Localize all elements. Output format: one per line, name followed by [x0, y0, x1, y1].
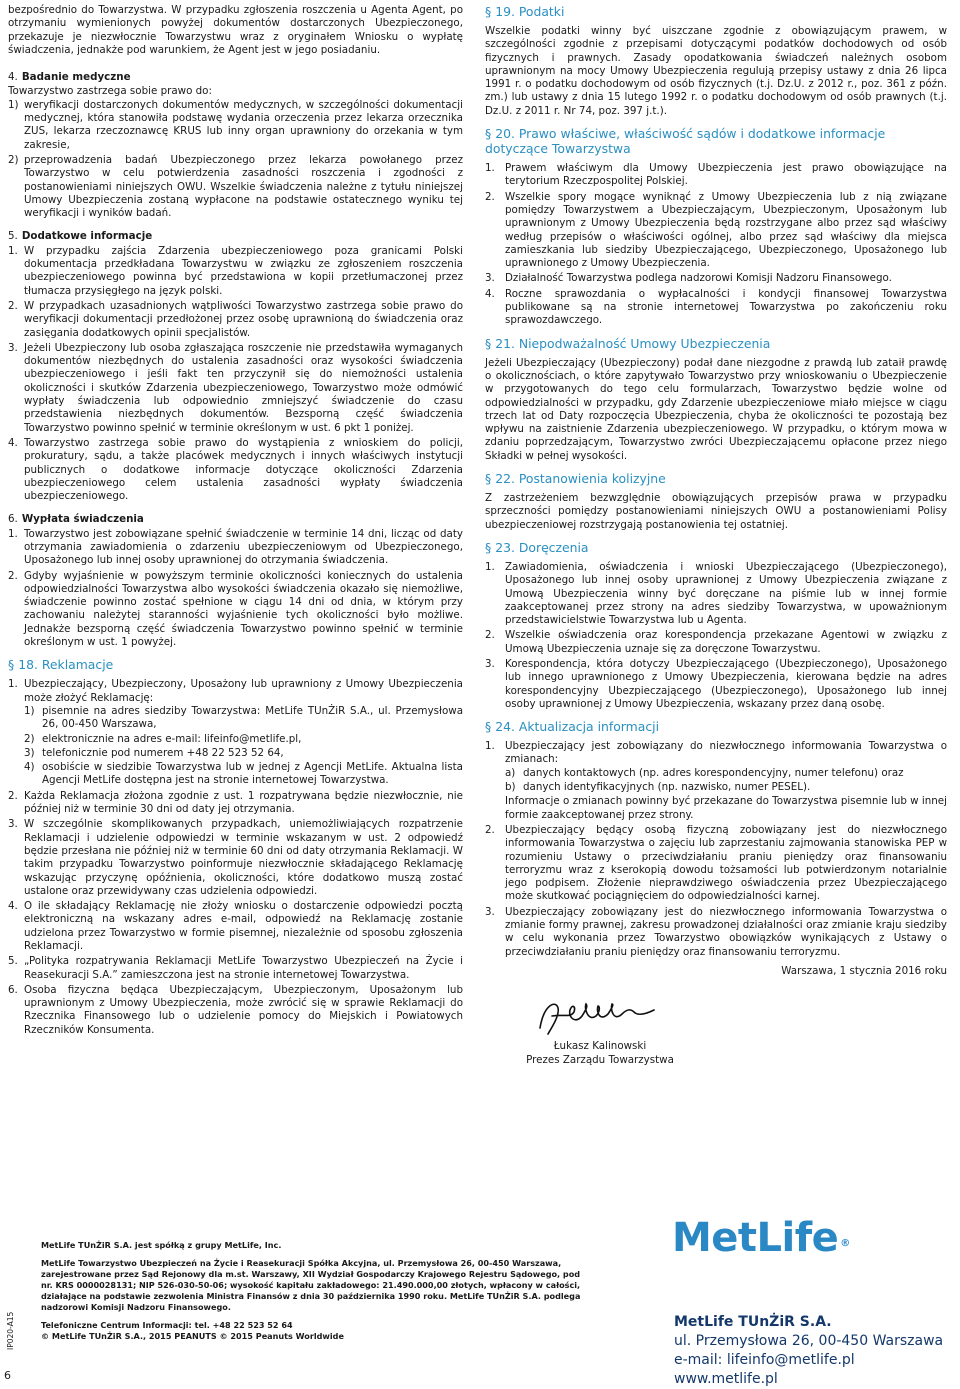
- item-text: W szczególnie skomplikowanych przypadkach, uniemożliwiających rozpatrzenie Reklamacji i udzielenie odpowiedzi w terminie wskazanym w ust. 2 odpowiedź będzie przesłana nie później niż w terminie 60 dni od daty otrzymania Reklamacji. W takim przypadku Towarzystwo poinformuje niezwłocznie składającego Reklamację wskazując przyczynę opóźnienia, okoliczności, które dodatkowo muszą zostać ustalone oraz przewidywany czas udzielenia odpowiedzi.: [24, 818, 463, 897]
- list-item: [8, 528, 463, 568]
- list-item: [485, 740, 947, 822]
- footer: [0, 1185, 960, 1387]
- logo-wordmark: [672, 1215, 850, 1261]
- section-4-title: [8, 71, 463, 84]
- item-text: Ubezpieczający jest zobowiązany do niezwłocznego informowania Towarzystwa o zmianach:: [505, 740, 947, 766]
- item-tail-text: Informacje o zmianach powinny być przekazane do Towarzystwa pisemnie lub w innej formie zaakceptowanej przez strony.: [505, 795, 947, 821]
- signature-block: [490, 994, 710, 1067]
- section-18-title: 18. Reklamacje: [18, 657, 114, 673]
- sub-item: [24, 705, 463, 732]
- section-23-title: 23. Doręczenia: [495, 539, 589, 555]
- list-item: [8, 900, 463, 953]
- section-18-heading: [8, 657, 463, 672]
- sub-item: [505, 781, 947, 794]
- section-5-number: 5.: [8, 230, 18, 243]
- list-item: [485, 629, 947, 656]
- signatory-name: Łukasz Kalinowski: [553, 1040, 647, 1053]
- item-text: Towarzystwo jest zobowiązane spełnić świadczenie w terminie 14 dni, licząc od daty otrzymania zawiadomienia o zdarzeniu ubezpieczeniowym od Ubezpieczonego, Uposażonego lub innej osoby uprawnionej do otrzymania świadczenia.: [24, 527, 463, 567]
- item-marker: 3.: [8, 341, 18, 354]
- section-18: [8, 678, 463, 1037]
- item-marker: 2.: [8, 789, 18, 802]
- item-text: Ubezpieczający, Ubezpieczony, Uposażony lub uprawniony z Umowy Ubezpieczenia może złożyć Reklamację:: [24, 678, 463, 704]
- item-marker: 1.: [8, 678, 18, 691]
- list-item: [8, 818, 463, 898]
- item-marker: 1): [8, 98, 19, 111]
- section-21-heading: [485, 336, 947, 351]
- sub-item: [24, 733, 463, 746]
- item-marker: 3.: [485, 657, 495, 670]
- list-item: [8, 790, 463, 817]
- item-text: Zawiadomienia, oświadczenia i wnioski Ubezpieczającego (Ubezpieczonego), Uposażonego lub innej osoby uprawnionej z Umowy Ubezpieczenia związane z Umową Ubezpieczenia winny być doręczane na piśmie lub w innej formie zaakceptowanej przez strony na adres siedziby Towarzystwa, w upoważnionym przedstawicielstwie Towarzystwa lub u Agenta.: [505, 560, 947, 627]
- list-item: [485, 191, 947, 271]
- section-4: [8, 71, 463, 220]
- section-19-text: Wszelkie podatki winny być uiszczane zgodnie z obowiązującym prawem, w szczególności zgodnie z przepisami dotyczącymi podatków dochodowych od osób fizycznych i prawnych. Zasady opodatkowania świadczeń należnych osobom uprawnionym na mocy Umowy Ubezpieczenia regulują przepisy ustawy z dnia 26 lipca 1991 r. o podatku dochodowym od osób fizycznych (t.j. Dz.U. z 2012 r., poz. 361 z późn. zm.) lub ustawy z dnia 15 lutego 1992 r. o podatku dochodowym od osób prawnych (t.j. Dz.U. z 2011 r. Nr 74, poz. 397 j.t.).: [485, 25, 947, 117]
- item-text: Osoba fizyczna będąca Ubezpieczającym, Ubezpieczonym, Uposażonym lub uprawnionym z Umowy Ubezpieczenia, może zwrócić się w sprawie Reklamacji do Rzecznika Finansowego lub o udzielenie pomocy do Miejskich i Powiatowych Rzeczników Konsumenta.: [24, 983, 463, 1036]
- item-marker: 3.: [485, 905, 495, 918]
- item-text: W przypadku zajścia Zdarzenia ubezpieczeniowego poza granicami Polski dokumentacja przedkładana Towarzystwu w związku ze zgłoszeniem roszczenia ubezpieczeniowego powinna być przedstawiona w kopii przetłumaczonej przez tłumacza przysięgłego na język polski.: [24, 244, 463, 297]
- section-24-title: 24. Aktualizacja informacji: [495, 719, 660, 735]
- sub-text: danych identyfikacyjnych (np. nazwisko, numer PESEL).: [523, 781, 811, 794]
- item-text: Wszelkie spory mogące wyniknąć z Umowy Ubezpieczenia lub z nią związane pomiędzy Towarzystwem a Ubezpieczającym, Ubezpieczonym, Uposażonym lub uprawnionym z Umowy Ubezpieczenia będą rozstrzygane albo przez sąd właściwy według przepisów o właściwości ogólnej, albo przez sąd właściwy dla miejsca zamieszkania lub siedziby Ubezpieczającego, Ubezpieczonego, Uposażonego lub uprawnionego z Umowy Ubezpieczenia.: [505, 190, 947, 270]
- paragraph-sign: §: [485, 126, 492, 142]
- item-text: Każda Reklamacja złożona zgodnie z ust. 1 rozpatrywana będzie niezwłocznie, nie później niż w terminie 30 dni od daty jej otrzymania.: [24, 789, 463, 816]
- list-item: [485, 162, 947, 189]
- section-19-title: 19. Podatki: [495, 4, 565, 19]
- item-marker: 4.: [485, 287, 495, 300]
- item-text: „Polityka rozpatrywania Reklamacji MetLife Towarzystwo Ubezpieczeń na Życie i Reasekuracji S.A.” zamieszczona jest na stronie internetowej Towarzystwa.: [24, 955, 463, 981]
- section-21-title: 21. Niepodważalność Umowy Ubezpieczenia: [495, 335, 771, 351]
- handwritten-signature: [530, 994, 670, 1038]
- sub-item: [24, 747, 463, 760]
- section-20-heading: [485, 126, 947, 156]
- list-item: [8, 570, 463, 650]
- item-marker: 2.: [485, 823, 495, 836]
- section-22-text: Z zastrzeżeniem bezwzględnie obowiązujących przepisów prawa w przypadku sprzeczności pomiędzy postanowieniami niniejszych OWU a postanowieniami Polisy ubezpieczeniowej rozstrzygają postanowienia tej ostatniej.: [485, 492, 947, 531]
- metlife-logo: [672, 1215, 850, 1261]
- sub-marker: b): [505, 781, 516, 794]
- item-text: Roczne sprawozdania o wypłacalności i kondycji finansowej Towarzystwa publikowane są na stronie internetowej Towarzystwa po zakończeniu roku sprawozdawczego.: [505, 287, 947, 327]
- list-item: [8, 154, 463, 220]
- section-22-title: 22. Postanowienia kolizyjne: [495, 471, 666, 487]
- section-24-heading: [485, 719, 947, 734]
- paragraph-sign: §: [485, 4, 492, 19]
- document-date: Warszawa, 1 stycznia 2016 roku: [781, 964, 947, 977]
- item-marker: 1.: [8, 244, 18, 257]
- sub-text: elektronicznie na adres e-mail: lifeinfo@metlife.pl,: [42, 732, 302, 745]
- section-23: [485, 561, 947, 711]
- section-5: [8, 230, 463, 503]
- item-text: Towarzystwo zastrzega sobie prawo do wystąpienia z wnioskiem do policji, prokuratury, sądu, a także placówek medycznych i innych właściwych instytucji publicznych o dodatkowe informacje dotyczące okoliczności Zdarzenia ubezpieczeniowego celem ustalenia zasadności wypłaty świadczenia ubezpieczeniowego.: [24, 436, 463, 503]
- list-item: [485, 658, 947, 711]
- item-text: Prawem właściwym dla Umowy Ubezpieczenia jest prawo obowiązujące na terytorium Rzeczpospolitej Polskiej.: [505, 162, 947, 188]
- registered-mark: ®: [840, 1238, 850, 1249]
- paragraph-sign: §: [485, 539, 492, 555]
- section-6-title: [8, 513, 463, 526]
- item-marker: 1.: [485, 740, 495, 753]
- group-notice: MetLife TUnŻiR S.A. jest spółką z grupy MetLife, Inc.: [41, 1240, 282, 1250]
- page-number: 6: [4, 1369, 11, 1382]
- contact-phone: Telefoniczne Centrum Informacji: tel. +48 22 523 52 64: [41, 1320, 293, 1330]
- paragraph-sign: §: [8, 657, 15, 673]
- item-marker: 3.: [485, 272, 495, 285]
- section-6: [8, 513, 463, 649]
- sub-marker: 1): [24, 704, 35, 717]
- item-text: Działalność Towarzystwa podlega nadzorowi Komisji Nadzoru Finansowego.: [505, 272, 892, 285]
- paragraph-sign: §: [485, 719, 492, 735]
- legal-notice: MetLife Towarzystwo Ubezpieczeń na Życie i Reasekuracji Spółka Akcyjna, ul. Przemysłowa 26, 00-450 Warszawa, zarejestrowane przez Sąd Rejonowy dla m.st. Warszawy, XII Wydział Gospodarczy Krajowego Rejestru Sądowego, pod nr. KRS 0000028131; NIP 526-030-50-06; wysokość kapitału zakładowego: 21.490.000,00 złotych, wpłacony w całości, działające na podstawie zezwolenia Ministra Finansów z dnia 30 października 1990 roku. MetLife TUnŻiR S.A. podlega nadzorowi Komisji Nadzoru Finansowego.: [41, 1258, 581, 1312]
- item-marker: 2): [8, 153, 19, 166]
- sub-item: [24, 761, 463, 788]
- item-marker: 1.: [485, 560, 495, 573]
- company-website[interactable]: www.metlife.pl: [674, 1371, 778, 1387]
- item-text: weryfikacji dostarczonych dokumentów medycznych, w szczególności dokumentacji medycznej, która stanowiła podstawę wydania orzeczenia przez lekarza orzecznika ZUS, lekarza rzeczoznawcę KRUS lub inny organ uprawniony do orzekania w tym zakresie,: [24, 98, 463, 151]
- list-item: [485, 272, 947, 285]
- section-5-title-text: Dodatkowe informacje: [21, 230, 153, 243]
- document-code: IP020-A15: [6, 1311, 15, 1350]
- list-item: [485, 906, 947, 959]
- section-22-heading: [485, 471, 947, 486]
- item-text: O ile składający Reklamację nie złoży wniosku o dostarczenie odpowiedzi pocztą elektroniczną na wskazany adres e-mail, odpowiedź na Reklamację zostanie udzielona przez Towarzystwo w formie pisemnej, niezależnie od sposobu zgłoszenia Reklamacji.: [24, 900, 463, 952]
- item-marker: 2.: [8, 299, 18, 312]
- item-marker: 1.: [485, 162, 495, 175]
- item-marker: 6.: [8, 983, 18, 996]
- list-item: [8, 342, 463, 435]
- item-marker: 1.: [8, 527, 18, 540]
- sub-text: telefonicznie pod numerem +48 22 523 52 64,: [42, 746, 284, 759]
- section-4-number: 4.: [8, 71, 18, 84]
- list-item: [8, 678, 463, 787]
- sub-marker: 2): [24, 732, 35, 745]
- item-marker: 4.: [8, 436, 18, 449]
- item-marker: 2.: [8, 569, 18, 582]
- intro-paragraph: bezpośrednio do Towarzystwa. W przypadku zgłoszenia roszczenia u Agenta Agent, po otrzymaniu wymienionych powyżej dokumentów dostarczonych Ubezpieczonego, przekazuje je niezwłocznie Towarzystwu wraz z oryginałem Wniosku o wypłatę świadczenia, jednakże pod warunkiem, że Agent jest w jego posiadaniu.: [8, 4, 463, 56]
- company-email[interactable]: e-mail: lifeinfo@metlife.pl: [674, 1352, 855, 1368]
- section-19-heading: [485, 4, 947, 19]
- sub-text: osobiście w siedzibie Towarzystwa lub w jednej z Agencji MetLife. Aktualna lista Agencji MetLife dostępna jest na stronie internetowej Towarzystwa.: [42, 761, 463, 787]
- imprint: [41, 1240, 586, 1342]
- sub-text: danych kontaktowych (np. adres korespondencyjny, numer telefonu) oraz: [523, 766, 904, 779]
- list-item: [485, 561, 947, 627]
- item-text: Ubezpieczający będący osobą fizyczną zobowiązany jest do niezwłocznego informowania Towarzystwa o zajęciu lub zaprzestaniu zajmowania stanowiska PEP w rozumieniu Ustawy o przeciwdziałaniu praniu pieniędzy oraz finansowaniu terroryzmu wraz z kserokopią dowodu tożsamości lub potwierdzonym notarialnie jego podpisem. Złożenie nieprawdziwego oświadczenia przez Ubezpieczającego może skutkować pociągnięciem do odpowiedzialności karnej.: [505, 823, 947, 903]
- logo-text: MetLife: [672, 1215, 839, 1261]
- list-item: [485, 824, 947, 904]
- signatory-role: Prezes Zarządu Towarzystwa: [526, 1053, 674, 1066]
- item-marker: 4.: [8, 900, 18, 913]
- item-text: Korespondencja, która dotyczy Ubezpieczającego (Ubezpieczonego), Uposażonego lub innego uprawnionego z Umowy Ubezpieczenia, kierowana będzie na adres korespondencyjny Ubezpieczającego (Ubezpieczonego), Uposażonego lub innej osoby uprawnionej z Umowy Ubezpieczenia, wskazany przez daną osobę.: [505, 657, 947, 710]
- company-contact: [674, 1313, 943, 1389]
- list-item: [8, 99, 463, 152]
- section-24: [485, 740, 947, 959]
- section-4-title-text: Badanie medyczne: [21, 71, 131, 84]
- section-6-number: 6.: [8, 513, 18, 526]
- company-address: ul. Przemysłowa 26, 00-450 Warszawa: [674, 1333, 944, 1349]
- section-23-heading: [485, 540, 947, 555]
- section-20-title: 20. Prawo właściwe, właściwość sądów i dodatkowe informacje dotyczące Towarzystwa: [485, 126, 886, 157]
- list-item: [8, 245, 463, 298]
- sub-text: pisemnie na adres siedziby Towarzystwa: MetLife TUnŻiR S.A., ul. Przemysłowa 26, 00-450 Warszawa,: [42, 704, 463, 731]
- copyright-notice: © MetLife TUnŻiR S.A., 2015 PEANUTS © 2015 Peanuts Worldwide: [41, 1331, 344, 1341]
- list-item: [8, 300, 463, 340]
- item-text: przeprowadzenia badań Ubezpieczonego przez lekarza powołanego przez Towarzystwo w celu potwierdzenia zasadności roszczenia i zgodności z postanowieniami niniejszych OWU. Wszelkie świadczenia należne z tytułu niniejszej Umowy Ubezpieczenia zostaną wypłacone na podstawie ostatecznego wyniku tej weryfikacji i wyników badań.: [24, 153, 463, 220]
- list-item: [8, 955, 463, 982]
- item-marker: 5.: [8, 955, 18, 968]
- right-column: [485, 4, 947, 1067]
- item-text: Wszelkie oświadczenia oraz korespondencja przekazane Agentowi w związku z Umową Ubezpieczenia uznaje się za doręczone Towarzystwu.: [505, 629, 947, 655]
- sub-marker: 4): [24, 761, 35, 774]
- sub-item: [505, 767, 947, 780]
- paragraph-sign: §: [485, 335, 492, 351]
- item-text: Gdyby wyjaśnienie w powyższym terminie okoliczności koniecznych do ustalenia odpowiedzialności Towarzystwa albo wysokości świadczenia okazało się niemożliwe, świadczenie powinno zostać spełnione w ciągu 14 dni od dnia, w którym przy zachowaniu należytej staranności wyjaśnienie tych okoliczności było możliwe. Jednakże bezsporną część świadczenia Towarzystwo powinno spełnić w terminie określonym w ust. 1 powyżej.: [24, 569, 463, 649]
- left-column: [8, 4, 463, 1039]
- list-item: [485, 288, 947, 328]
- section-4-lead: Towarzystwo zastrzega sobie prawo do:: [8, 85, 212, 98]
- list-item: [8, 984, 463, 1037]
- section-5-title: [8, 230, 463, 243]
- section-6-title-text: Wypłata świadczenia: [21, 513, 144, 526]
- section-21-text: Jeżeli Ubezpieczający (Ubezpieczony) podał dane niezgodne z prawdą lub zataił prawdę o okolicznościach, o które zapytywało Towarzystwo przy wnioskowaniu o Ubezpieczenie w przygotowanych do tego celu formularzach, Towarzystwo będzie wolne od odpowiedzialności w przypadku, gdy Zdarzenie ubezpieczeniowe miało miejsce w ciągu trzech lat od Daty rozpoczęcia Ubezpieczenia, chyba że okoliczności te pozostają bez wpływu na zaistnienie Zdarzenia ubezpieczeniowego. W przypadku, o którym mowa w zdaniu poprzedzającym, Towarzystwo zwróci Ubezpieczającemu opłacone przez niego Składki w pełnej wysokości.: [485, 356, 947, 462]
- sub-marker: a): [505, 766, 516, 779]
- company-name: MetLife TUnŻiR S.A.: [674, 1314, 832, 1330]
- sub-marker: 3): [24, 746, 35, 759]
- item-text: Jeżeli Ubezpieczony lub osoba zgłaszająca roszczenie nie przedstawiła wymaganych dokumentów niezbędnych do ustalenia zasadności oraz wysokości świadczenia ubezpieczeniowego i jeśli fakt ten przyczynił się do niemożności ustalenia okoliczności i skutków Zdarzenia ubezpieczeniowego, Towarzystwo może odmówić wypłaty świadczenia lub odpowiednio zmniejszyć świadczenie do czasu przedstawienia niezbędnych dokumentów. Bezsporną część świadczenia Towarzystwo powinno spełnić w terminie określonym w ust. 6 pkt 1 poniżej.: [24, 341, 463, 434]
- item-marker: 2.: [485, 629, 495, 642]
- paragraph-sign: §: [485, 471, 492, 487]
- item-marker: 2.: [485, 190, 495, 203]
- item-text: Ubezpieczający zobowiązany jest do niezwłocznego informowania Towarzystwa o zmianie formy prawnej, zakresu prowadzonej działalności oraz zmianie kraju siedziby w celu wykonania przez Towarzystwo obowiązków wynikających z Ustawy o przeciwdziałaniu praniu pieniędzy oraz finansowaniu terroryzmu.: [505, 905, 947, 958]
- list-item: [8, 437, 463, 503]
- item-marker: 3.: [8, 818, 18, 831]
- item-text: W przypadkach uzasadnionych wątpliwości Towarzystwo zastrzega sobie prawo do weryfikacji dokumentacji przedłożonej przez osobę uprawnioną do świadczenia oraz zasięgania dodatkowych opinii specjalistów.: [24, 299, 463, 339]
- section-20: [485, 162, 947, 328]
